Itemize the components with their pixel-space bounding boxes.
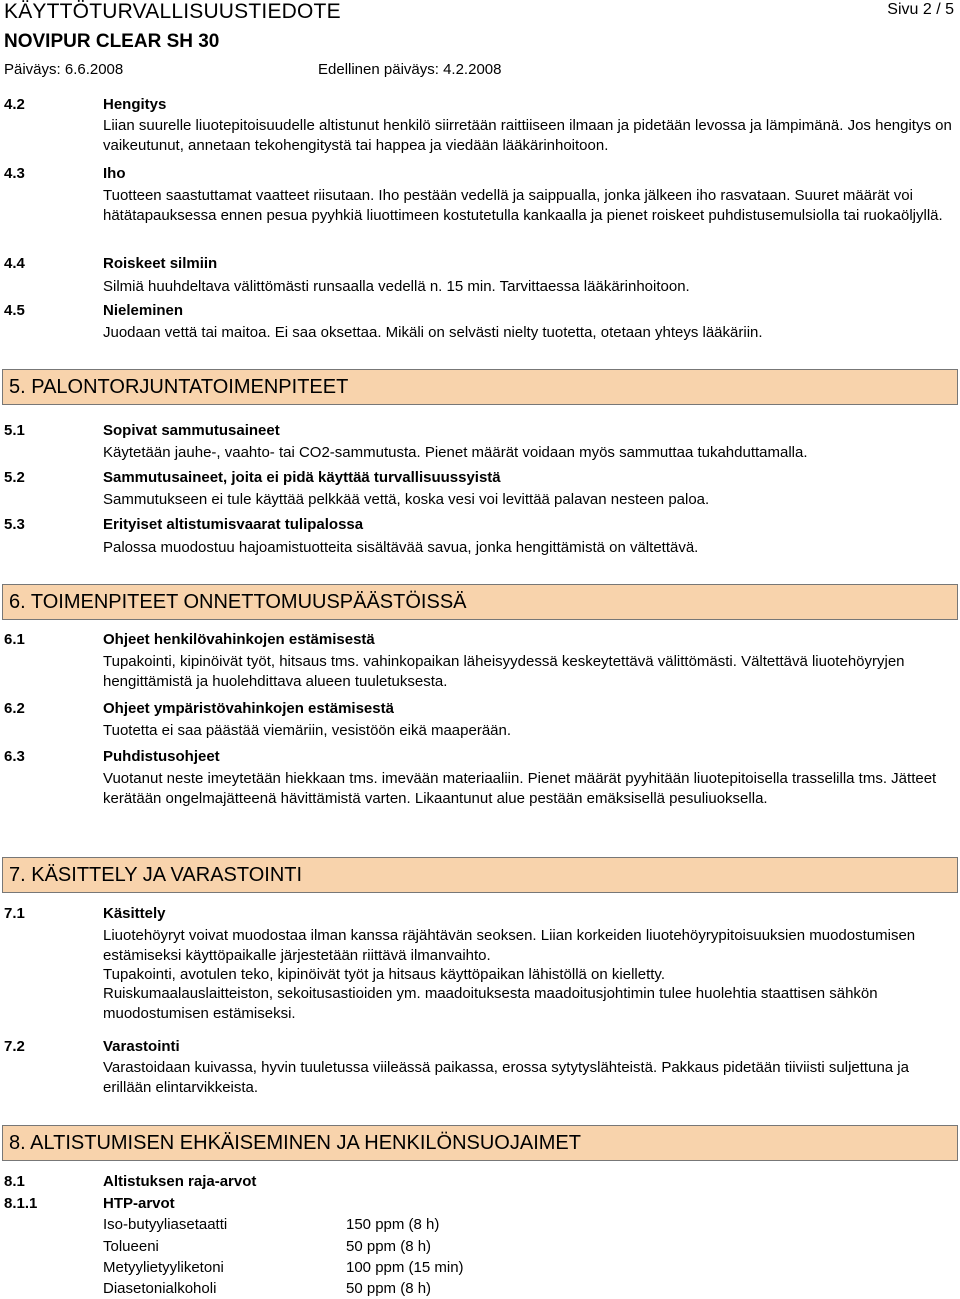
section-text: Ruiskumaalauslaitteiston, sekoitusastioiden ym. maadoituksesta maadoitusjohtimin tulee huolehtia staattisen sähkön muodostumisen estämiseksi.: [103, 985, 878, 1022]
section-text: Vuotanut neste imeytetään hiekkaan tms. imevään materiaaliin. Pienet määrät pyyhitään liuotepitoisella trasselilla tms. Jätteet kerätään ongelmajätteenä hävittämistä varten. Likaantunut alue pestään emäksisellä pesuliuoksella.: [103, 770, 937, 807]
section-title: Hengitys: [103, 96, 167, 113]
section-heading-5: [2, 369, 958, 405]
section-title: Nieleminen: [103, 302, 184, 319]
section-heading-text: 8. ALTISTUMISEN EHKÄISEMINEN JA HENKILÖNSUOJAIMET: [9, 1132, 581, 1154]
section-title: Erityiset altistumisvaarat tulipalossa: [103, 516, 364, 533]
section-number: 4.5: [4, 302, 25, 319]
substance-limit: 50 ppm (8 h): [346, 1238, 432, 1255]
section-title: Puhdistusohjeet: [103, 748, 220, 765]
section-number: 4.3: [4, 165, 25, 182]
section-number: 8.1.1: [4, 1195, 38, 1212]
section-number: 7.2: [4, 1038, 25, 1055]
section-title: Ohjeet henkilövahinkojen estämisestä: [103, 631, 375, 648]
document-title: KÄYTTÖTURVALLISUUSTIEDOTE: [4, 0, 341, 23]
section-title: Roiskeet silmiin: [103, 255, 218, 272]
section-text: Juodaan vettä tai maitoa. Ei saa oksettaa. Mikäli on selvästi nielty tuotetta, otetaan yhteys lääkäriin.: [103, 324, 763, 341]
section-title: HTP-arvot: [103, 1195, 175, 1212]
section-title: Ohjeet ympäristövahinkojen estämisestä: [103, 700, 394, 717]
section-number: 5.3: [4, 516, 25, 533]
section-title: Sopivat sammutusaineet: [103, 422, 280, 439]
section-heading-text: 5. PALONTORJUNTATOIMENPITEET: [9, 376, 349, 398]
section-number: 5.1: [4, 422, 25, 439]
section-text: Tupakointi, kipinöivät työt, hitsaus tms. vahinkopaikan läheisyydessä keskeytettävä välittömästi. Vältettävä liuotehöyryjen hengittämistä ja huolehdittava alueen tuuletuksesta.: [103, 653, 905, 690]
substance-limit: 150 ppm (8 h): [346, 1216, 440, 1233]
section-text: Tuotetta ei saa päästää viemäriin, vesistöön eikä maaperään.: [103, 722, 512, 739]
substance-name: Diasetonialkoholi: [103, 1280, 217, 1297]
section-heading-text: 6. TOIMENPITEET ONNETTOMUUSPÄÄSTÖISSÄ: [9, 591, 467, 613]
substance-name: Iso-butyyliasetaatti: [103, 1216, 228, 1233]
section-title: Käsittely: [103, 905, 166, 922]
section-number: 5.2: [4, 469, 25, 486]
section-text: Tupakointi, avotulen teko, kipinöivät työt ja hitsaus käyttöpaikan lähistöllä on kielletty.: [103, 966, 665, 983]
section-title: Iho: [103, 165, 126, 182]
section-number: 8.1: [4, 1173, 25, 1190]
section-text: Palossa muodostuu hajoamistuotteita sisältävää savua, jonka hengittämistä on vältettävä.: [103, 539, 699, 556]
section-number: 7.1: [4, 905, 25, 922]
section-heading-text: 7. KÄSITTELY JA VARASTOINTI: [9, 864, 303, 886]
substance-name: Metyylietyyliketoni: [103, 1259, 224, 1276]
substance-limit: 50 ppm (8 h): [346, 1280, 432, 1297]
section-number: 4.4: [4, 255, 25, 272]
section-text: Liian suurelle liuotepitoisuudelle altistunut henkilö siirretään raittiiseen ilmaan ja pidetään levossa ja lämpimänä. Jos hengitys on vaikeutunut, annetaan tekohengitystä tai happea ja viedään lääkärinhoitoon.: [103, 117, 952, 154]
section-title: Varastointi: [103, 1038, 180, 1055]
section-heading-8: [2, 1125, 958, 1161]
section-heading-6: [2, 584, 958, 620]
section-number: 6.3: [4, 748, 25, 765]
substance-name: Tolueeni: [103, 1238, 159, 1255]
substance-limit: 100 ppm (15 min): [346, 1259, 464, 1276]
section-text: Käytetään jauhe-, vaahto- tai CO2-sammutusta. Pienet määrät voidaan myös sammuttaa tukahduttamalla.: [103, 444, 808, 461]
page-number: Sivu 2 / 5: [887, 1, 954, 18]
section-text: Tuotteen saastuttamat vaatteet riisutaan. Iho pestään vedellä ja saippualla, jonka jälkeen iho rasvataan. Suuret määrät voi hätätapauksessa ennen pesua pyyhkiä liuottimeen kostutetulla kankaalla ja pienet roiskeet puhdistusemulsiolla tai ruokaöljyllä.: [103, 187, 943, 224]
section-text: Silmiä huuhdeltava välittömästi runsaalla vedellä n. 15 min. Tarvittaessa lääkärinhoitoon.: [103, 278, 690, 295]
section-number: 4.2: [4, 96, 25, 113]
section-text: Liuotehöyryt voivat muodostaa ilman kanssa räjähtävän seoksen. Liian korkeiden liuotehöyrypitoisuuksien muodostumisen estämiseksi käyttöpaikalle järjestetään riittävä ilmanvaihto.: [103, 927, 916, 964]
section-text: Sammutukseen ei tule käyttää pelkkää vettä, koska vesi voi levittää palavan nesteen paloa.: [103, 491, 710, 508]
section-text: Varastoidaan kuivassa, hyvin tuuletussa viileässä paikassa, erossa sytytyslähteistä. Pakkaus pidetään tiiviisti suljettuna ja erillään elintarvikkeista.: [103, 1059, 909, 1096]
section-number: 6.2: [4, 700, 25, 717]
previous-date: Edellinen päiväys: 4.2.2008: [318, 61, 502, 78]
product-name: NOVIPUR CLEAR SH 30: [4, 31, 220, 52]
date: Päiväys: 6.6.2008: [4, 61, 124, 78]
section-heading-7: [2, 857, 958, 893]
section-title: Altistuksen raja-arvot: [103, 1173, 257, 1190]
section-title: Sammutusaineet, joita ei pidä käyttää turvallisuussyistä: [103, 469, 501, 486]
section-number: 6.1: [4, 631, 25, 648]
